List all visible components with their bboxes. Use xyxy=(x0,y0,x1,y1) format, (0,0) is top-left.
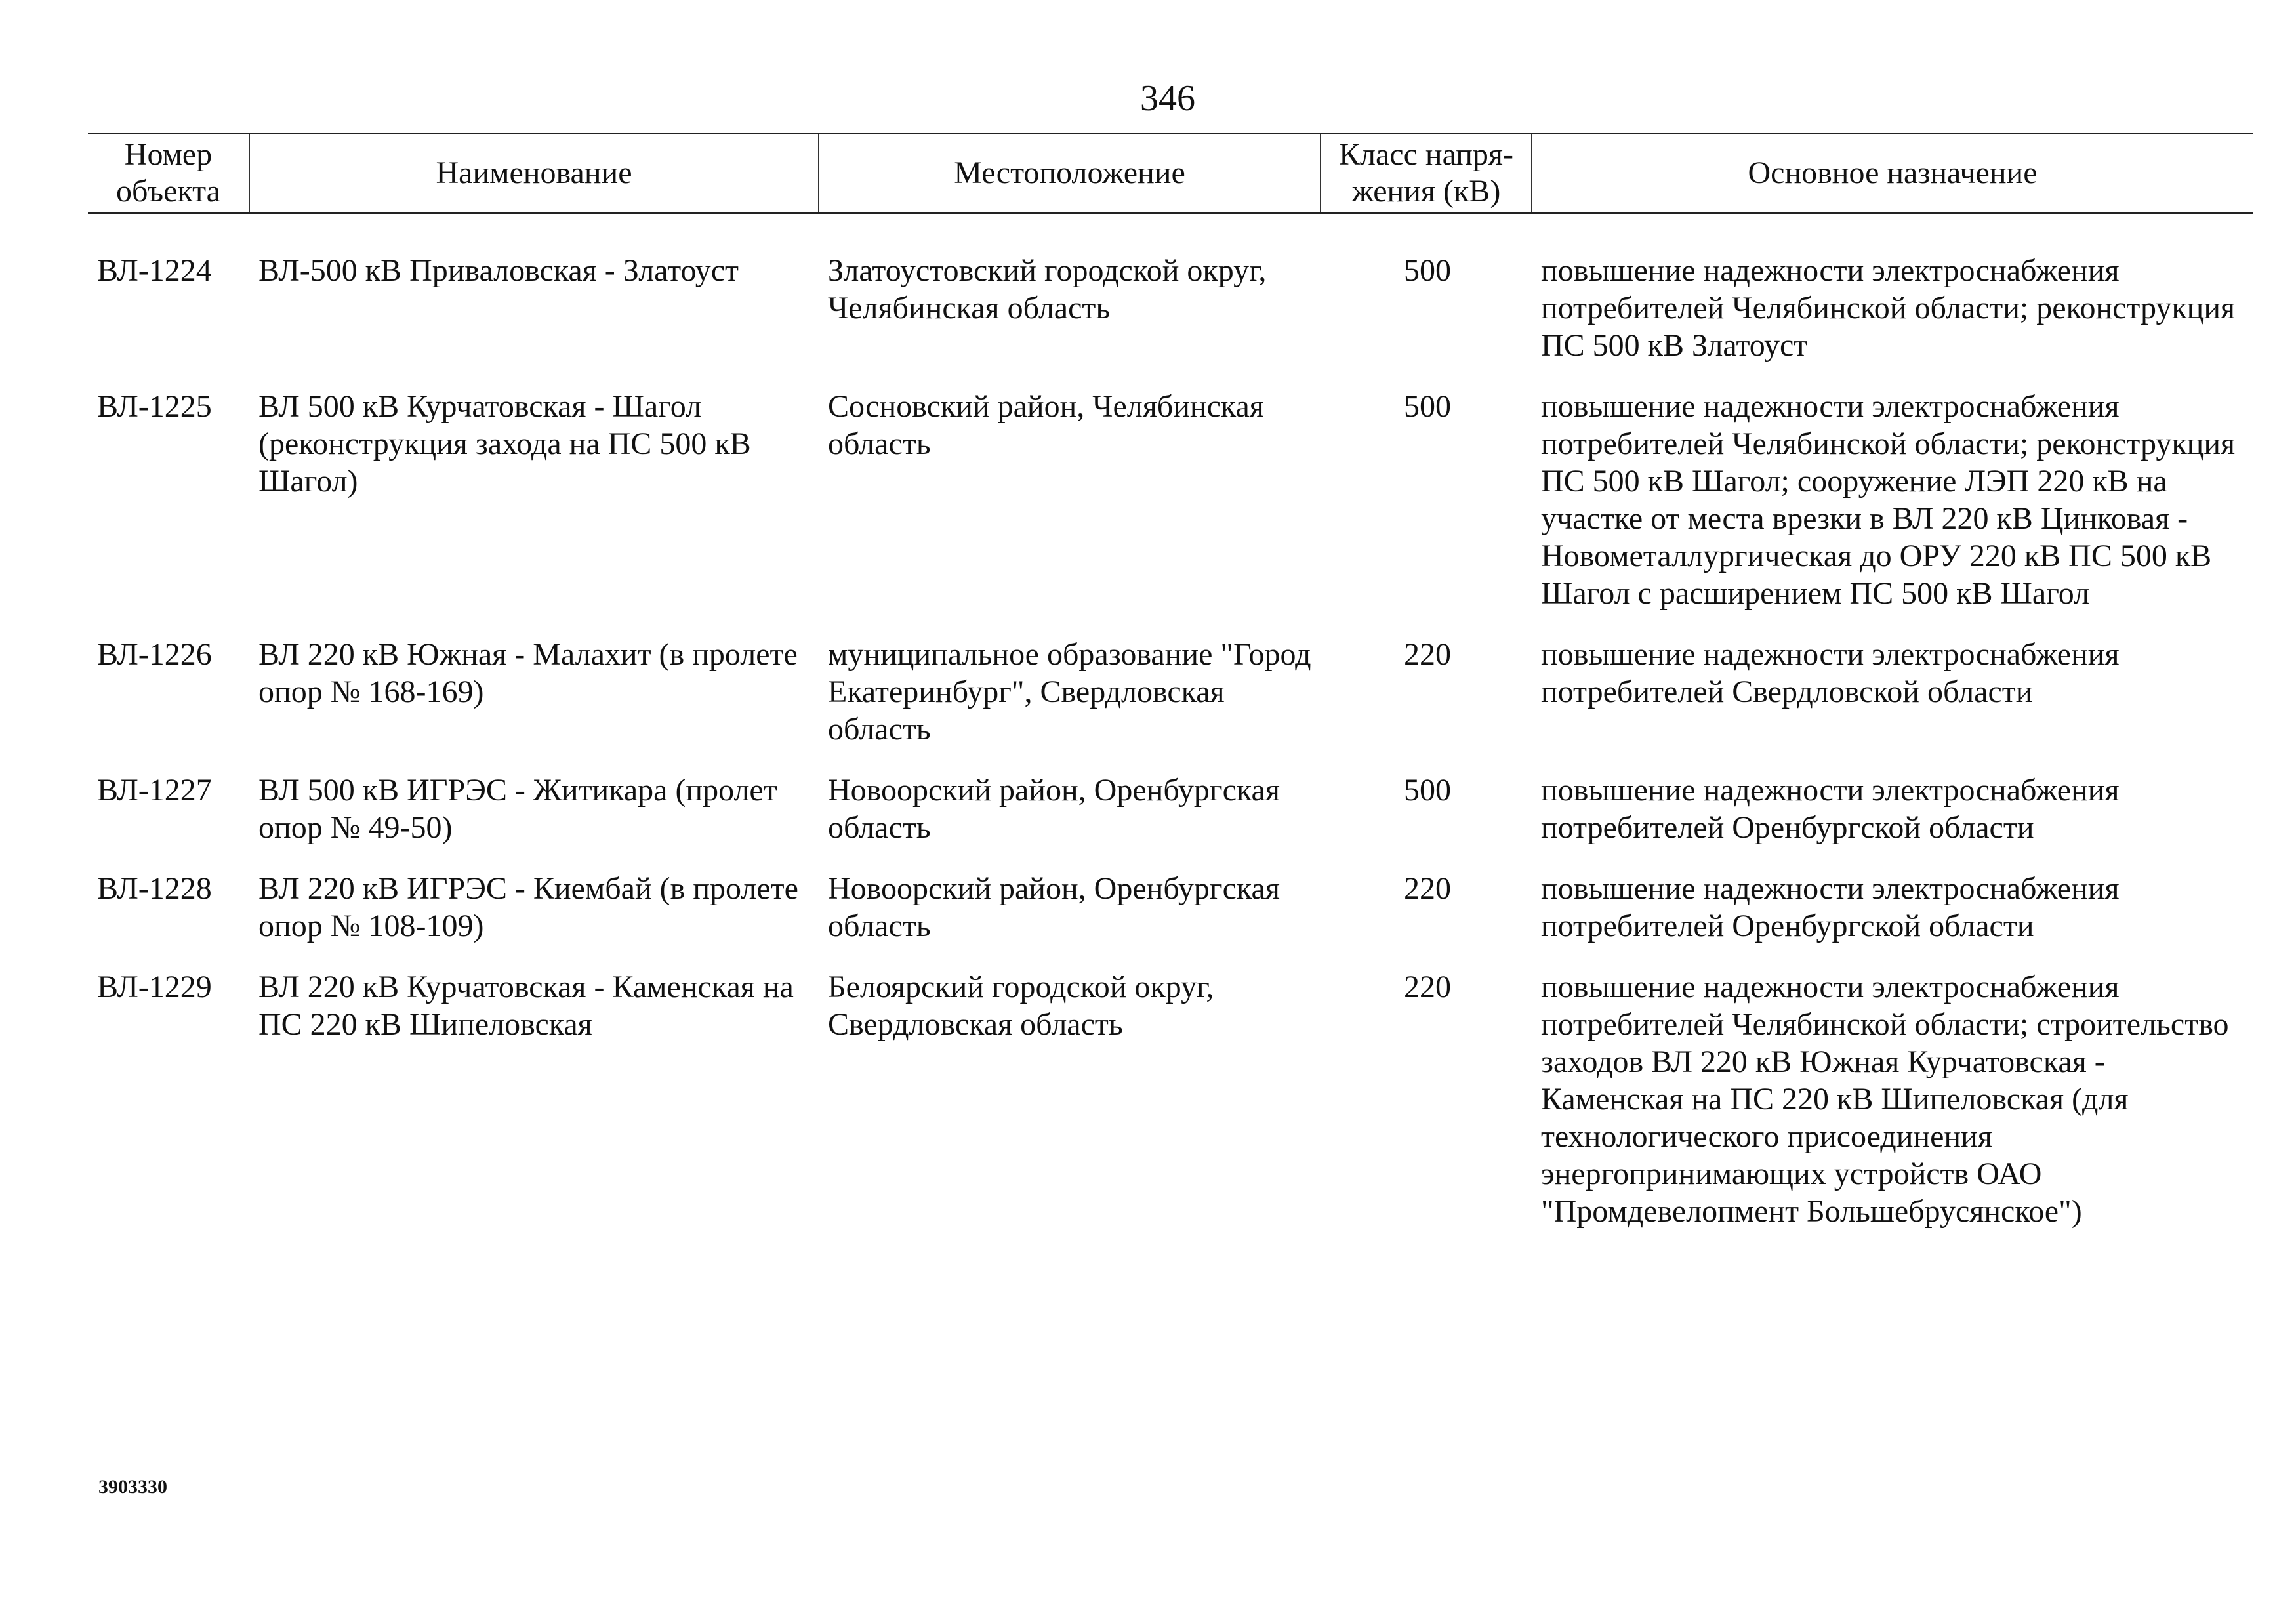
cell-purpose: повышение надежности электроснабжения потребителей Челябинской области; реконструкция ПС 500 кВ Златоуст xyxy=(1541,253,2236,363)
table-row xyxy=(88,771,2253,870)
cell-location: Златоустовский городской округ, Челябинская область xyxy=(828,253,1267,325)
cell-purpose: повышение надежности электроснабжения потребителей Челябинской области; реконструкция ПС 500 кВ Шагол; сооружение ЛЭП 220 кВ на участке от места врезки в ВЛ 220 кВ Цинковая - Новометаллургическая до ОРУ 220 кВ ПС 500 кВ Шагол с расширением ПС 500 кВ Шагол xyxy=(1541,389,2236,611)
table-body xyxy=(88,213,2253,1254)
table-row xyxy=(88,213,2253,388)
header-voltage: Класс напря-жения (кВ) xyxy=(1321,134,1532,213)
cell-name: ВЛ-500 кВ Приваловская - Златоуст xyxy=(258,253,739,288)
cell-voltage: 220 xyxy=(1404,871,1451,906)
header-location: Местоположение xyxy=(819,134,1321,213)
document-code: 3903330 xyxy=(98,1476,167,1498)
cell-location: Белоярский городской округ, Свердловская область xyxy=(828,970,1214,1042)
cell-name: ВЛ 220 кВ ИГРЭС - Киембай (в пролете опор № 108-109) xyxy=(258,871,798,943)
header-row xyxy=(88,134,2253,213)
header-name: Наименование xyxy=(249,134,819,213)
cell-purpose: повышение надежности электроснабжения потребителей Челябинской области; строительство заходов ВЛ 220 кВ Южная Курчатовская - Каменская на ПС 220 кВ Шипеловская (для технологического присоединения энергопринимающих устройств ОАО "Промдевелопмент Большебрусянское") xyxy=(1541,970,2229,1229)
cell-location: муниципальное образование "Город Екатеринбург", Свердловская область xyxy=(828,637,1311,747)
table-header xyxy=(88,134,2253,213)
cell-name: ВЛ 500 кВ ИГРЭС - Житикара (пролет опор № 49-50) xyxy=(258,773,777,845)
cell-number: ВЛ-1228 xyxy=(97,871,212,906)
cell-location: Новоорский район, Оренбургская область xyxy=(828,871,1280,943)
cell-voltage: 220 xyxy=(1404,637,1451,672)
cell-purpose: повышение надежности электроснабжения потребителей Оренбургской области xyxy=(1541,871,2120,943)
header-purpose: Основное назначение xyxy=(1532,134,2253,213)
header-number: Номер объекта xyxy=(88,134,249,213)
cell-voltage: 220 xyxy=(1404,970,1451,1004)
cell-purpose: повышение надежности электроснабжения потребителей Оренбургской области xyxy=(1541,773,2120,845)
cell-name: ВЛ 220 кВ Курчатовская - Каменская на ПС 220 кВ Шипеловская xyxy=(258,970,794,1042)
cell-voltage: 500 xyxy=(1404,253,1451,288)
objects-table xyxy=(88,133,2253,1254)
table-row xyxy=(88,388,2253,636)
cell-number: ВЛ-1226 xyxy=(97,637,212,672)
cell-location: Новоорский район, Оренбургская область xyxy=(828,773,1280,845)
table-row xyxy=(88,968,2253,1254)
cell-purpose: повышение надежности электроснабжения потребителей Свердловской области xyxy=(1541,637,2120,709)
table-row xyxy=(88,870,2253,968)
cell-voltage: 500 xyxy=(1404,773,1451,808)
page-number: 346 xyxy=(1140,78,1195,119)
cell-number: ВЛ-1227 xyxy=(97,773,212,808)
table-row xyxy=(88,636,2253,771)
objects-table-container xyxy=(88,133,2253,1254)
cell-number: ВЛ-1225 xyxy=(97,389,212,424)
cell-name: ВЛ 500 кВ Курчатовская - Шагол (реконструкция захода на ПС 500 кВ Шагол) xyxy=(258,389,751,499)
cell-name: ВЛ 220 кВ Южная - Малахит (в пролете опор № 168-169) xyxy=(258,637,798,709)
cell-number: ВЛ-1229 xyxy=(97,970,212,1004)
cell-number: ВЛ-1224 xyxy=(97,253,212,288)
cell-location: Сосновский район, Челябинская область xyxy=(828,389,1264,461)
cell-voltage: 500 xyxy=(1404,389,1451,424)
